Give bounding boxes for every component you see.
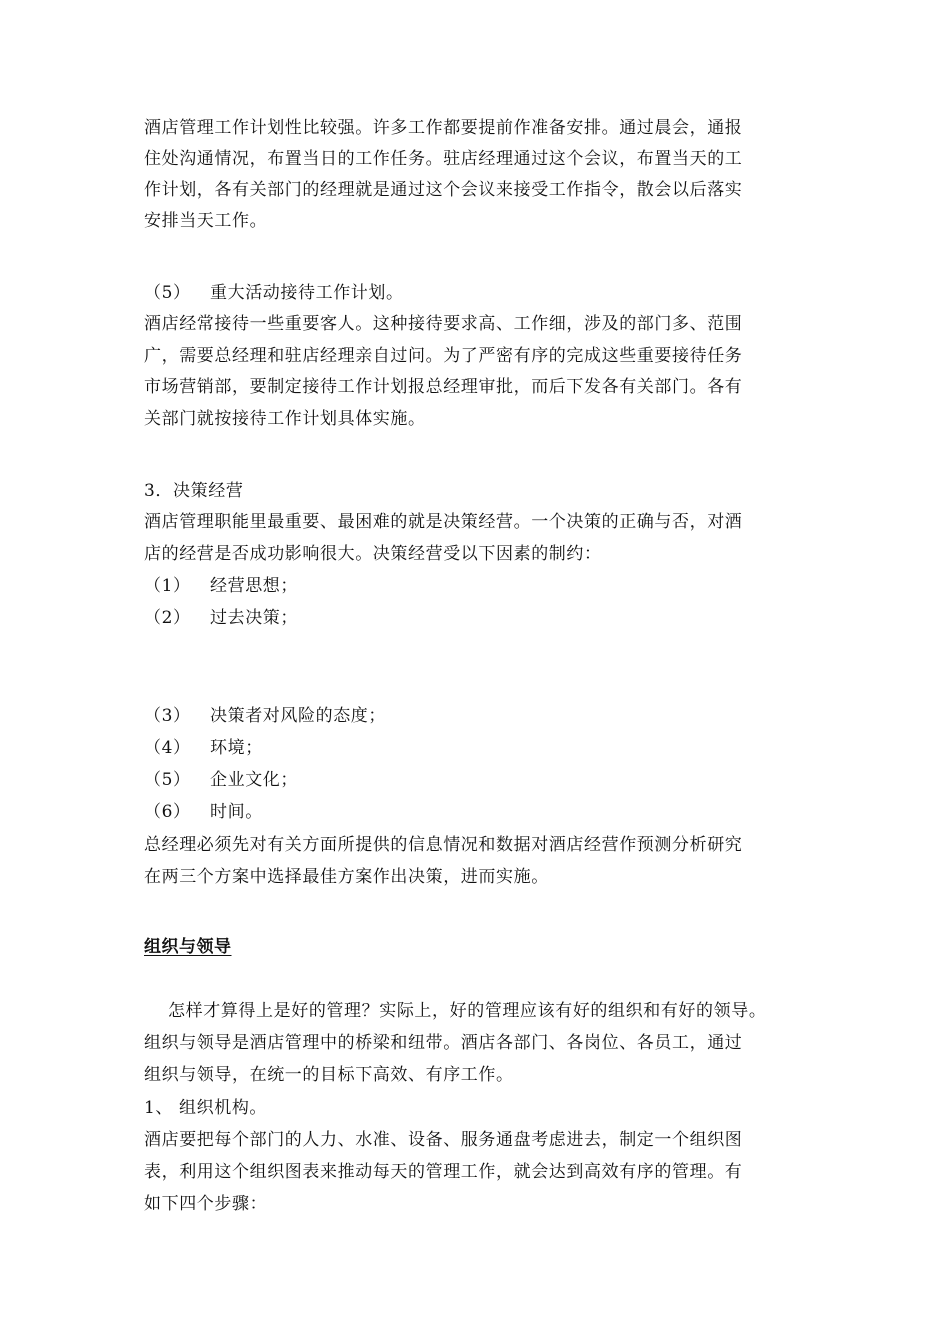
list-item — [144, 801, 263, 823]
list-item-number: （5） — [144, 283, 191, 303]
paragraph-line: 店的经营是否成功影响很大。决策经营受以下因素的制约： — [144, 544, 602, 564]
list-item-number: （6） — [144, 802, 191, 822]
list-item-number: （5） — [144, 770, 191, 790]
paragraph-line: 酒店管理职能里最重要、最困难的就是决策经营。一个决策的正确与否，对酒 — [144, 512, 743, 532]
paragraph-line: 安排当天工作。 — [144, 211, 268, 231]
list-item-text: 经营思想； — [210, 576, 298, 596]
list-item-number: （3） — [144, 706, 191, 726]
list-item-text: 决策者对风险的态度； — [210, 706, 386, 726]
paragraph-line: 关部门就按接待工作计划具体实施。 — [144, 409, 426, 429]
paragraph-line: 总经理必须先对有关方面所提供的信息情况和数据对酒店经营作预测分析研究 — [144, 835, 743, 855]
paragraph-line: 酒店要把每个部门的人力、水准、设备、服务通盘考虑进去，制定一个组织图 — [144, 1130, 743, 1150]
list-item-text: 过去决策； — [210, 608, 298, 628]
list-item-text: 时间。 — [210, 802, 263, 822]
paragraph-line: 怎样才算得上是好的管理？实际上，好的管理应该有好的组织和有好的领导。 — [144, 1001, 767, 1021]
paragraph-line: 广，需要总经理和驻店经理亲自过问。为了严密有序的完成这些重要接待任务 — [144, 346, 743, 366]
list-item — [144, 282, 404, 304]
paragraph-line: 在两三个方案中选择最佳方案作出决策，进而实施。 — [144, 867, 549, 887]
paragraph-line: 作计划，各有关部门的经理就是通过这个会议来接受工作指令，散会以后落实 — [144, 180, 743, 200]
paragraph-line: 市场营销部，要制定接待工作计划报总经理审批，而后下发各有关部门。各有 — [144, 377, 743, 397]
list-item — [144, 607, 298, 629]
list-item-number: （1） — [144, 576, 191, 596]
list-item — [144, 575, 298, 597]
list-item-text: 重大活动接待工作计划。 — [210, 283, 404, 303]
paragraph-line: 酒店经常接待一些重要客人。这种接待要求高、工作细，涉及的部门多、范围 — [144, 314, 743, 334]
list-item — [144, 769, 298, 791]
list-item — [144, 737, 263, 759]
paragraph-line: 酒店管理工作计划性比较强。许多工作都要提前作准备安排。通过晨会，通报 — [144, 118, 743, 138]
paragraph-line: 表，利用这个组织图表来推动每天的管理工作，就会达到高效有序的管理。有 — [144, 1162, 743, 1182]
paragraph-line: 组织与领导，在统一的目标下高效、有序工作。 — [144, 1065, 514, 1085]
section-heading: 组织与领导 — [144, 937, 232, 957]
list-item-text: 企业文化； — [210, 770, 298, 790]
paragraph-line: 组织与领导是酒店管理中的桥梁和纽带。酒店各部门、各岗位、各员工，通过 — [144, 1033, 743, 1053]
paragraph-line: 住处沟通情况，布置当日的工作任务。驻店经理通过这个会议，布置当天的工 — [144, 149, 743, 169]
list-item-number: （2） — [144, 608, 191, 628]
section-title: 3．决策经营 — [144, 481, 244, 501]
paragraph-line: 如下四个步骤： — [144, 1194, 268, 1214]
list-item — [144, 705, 386, 727]
list-item-text: 环境； — [210, 738, 263, 758]
list-item-number: （4） — [144, 738, 191, 758]
subsection-title: 1、 组织机构。 — [144, 1098, 268, 1118]
